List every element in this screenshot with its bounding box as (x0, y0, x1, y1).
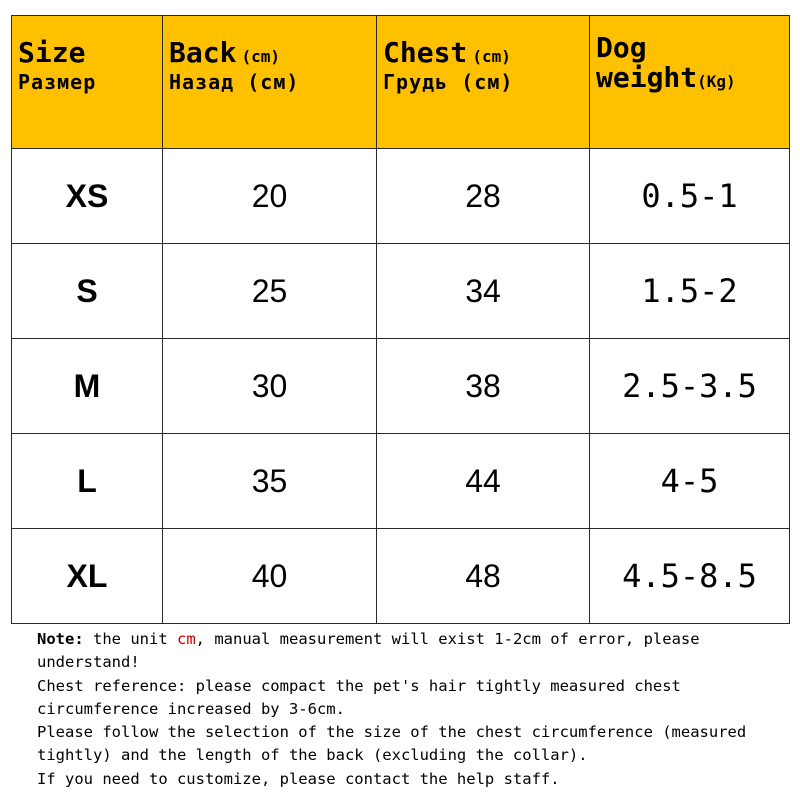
header-chest-unit: (cm) (472, 47, 511, 66)
header-back-en: Back (169, 36, 237, 69)
header-chest-ru: Грудь (см) (383, 70, 514, 94)
table-row (12, 434, 790, 529)
weight-cell: 4-5 (590, 434, 790, 529)
chest-cell: 44 (377, 434, 590, 529)
selection-note: Please follow the selection of the size of the chest circumference (measured tightly) and the length of the back (excluding the collar). (37, 723, 747, 765)
note-unit-word: cm (177, 630, 196, 648)
header-weight-unit: (Kg) (697, 72, 736, 91)
weight-cell: 0.5-1 (590, 149, 790, 244)
weight-cell: 1.5-2 (590, 244, 790, 339)
note-line (37, 628, 777, 675)
header-back (163, 16, 377, 149)
header-weight-line1: Dog (596, 31, 647, 64)
note-text-after: , manual measurement will exist 1-2cm of error, please understand! (37, 630, 700, 672)
back-cell: 40 (163, 529, 377, 624)
note-text-before: the unit (83, 630, 177, 648)
back-cell: 30 (163, 339, 377, 434)
header-weight-line2: weight (596, 61, 698, 94)
table-row (12, 529, 790, 624)
back-cell: 25 (163, 244, 377, 339)
size-cell: L (12, 434, 163, 529)
header-size-en: Size (18, 36, 86, 69)
size-cell: S (12, 244, 163, 339)
chest-cell: 48 (377, 529, 590, 624)
header-size-ru: Размер (18, 70, 97, 94)
customize-note: If you need to customize, please contact the help staff. (37, 769, 560, 788)
size-cell: M (12, 339, 163, 434)
back-cell: 35 (163, 434, 377, 529)
notes-block (37, 628, 777, 791)
note-label: Note: (37, 630, 84, 648)
header-back-unit: (cm) (241, 47, 281, 66)
table-row (12, 149, 790, 244)
chest-cell: 34 (377, 244, 590, 339)
table-row (12, 339, 790, 434)
weight-cell: 4.5-8.5 (590, 529, 790, 624)
table-row (12, 244, 790, 339)
header-chest (377, 16, 590, 149)
chest-cell: 28 (377, 149, 590, 244)
table-header-row (12, 16, 790, 149)
header-weight-line2-wrap (596, 58, 789, 102)
size-chart-table (11, 15, 790, 624)
size-cell: XS (12, 149, 163, 244)
chest-reference-note: Chest reference: please compact the pet's hair tightly measured chest circumference increased by 3-6cm. (37, 676, 681, 718)
back-cell: 20 (163, 149, 377, 244)
weight-cell: 2.5-3.5 (590, 339, 790, 434)
header-chest-en: Chest (383, 36, 468, 69)
chest-cell: 38 (377, 339, 590, 434)
header-weight (590, 16, 790, 149)
header-back-ru: Назад (см) (169, 70, 300, 94)
size-cell: XL (12, 529, 163, 624)
header-size (12, 16, 163, 149)
